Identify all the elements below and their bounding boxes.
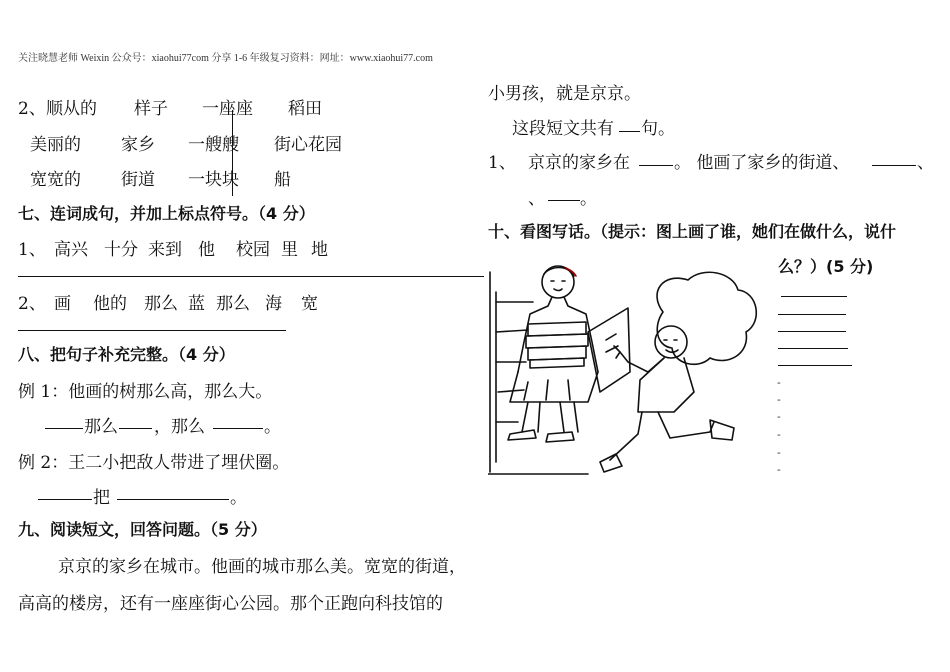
sec9-paragraph-line1: 京京的家乡在城市。他画的城市那么美。宽宽的街道，: [58, 557, 466, 577]
sec9-count-text-a: 这段短文共有: [512, 119, 614, 139]
q2-r1-c1: 顺从的: [46, 99, 97, 119]
sec9-paragraph-line2: 高高的楼房，还有一座座街心公园。那个正跑向科技馆的: [18, 594, 443, 614]
sec7-q1-w3: 来到: [148, 240, 182, 260]
writing-tick-1: -: [777, 376, 781, 389]
matching-line: [232, 110, 233, 196]
q2-number: 2、: [18, 99, 46, 119]
sec7-q2-w7: 宽: [301, 294, 318, 314]
sec9-count-blank[interactable]: [619, 131, 640, 132]
sec9-q1-text-c: 、: [917, 153, 934, 173]
sec9-paragraph-line3: 小男孩，就是京京。: [488, 84, 641, 104]
sec8-fill2-end: 。: [230, 488, 247, 508]
sec8-fill1-text-b: ，那么: [154, 417, 205, 437]
sec8-fill1-text-a: 那么: [84, 417, 118, 437]
writing-tick-5: -: [777, 446, 781, 459]
sec9-q1-text-d: 、: [528, 189, 545, 209]
sec7-q2-w6: 海: [265, 294, 282, 314]
q2-r3-c1: 宽宽的: [30, 170, 81, 190]
q2-r3-c3: 一块块: [188, 170, 239, 190]
writing-tick-2: -: [777, 393, 781, 406]
sec8-title: 八、把句子补充完整。（4 分）: [18, 345, 235, 364]
writing-tick-4: -: [777, 428, 781, 441]
sec7-q2-w3: 那么: [144, 294, 178, 314]
writing-line-1[interactable]: [781, 296, 847, 297]
sec9-title: 九、阅读短文，回答问题。（5 分）: [18, 520, 267, 539]
q2-r3-c4: 船: [274, 170, 291, 190]
q2-r1-c2: 样子: [134, 99, 168, 119]
illustration-picture: [488, 262, 778, 482]
sec7-title: 七、连词成句，并加上标点符号。（4 分）: [18, 204, 315, 223]
sec7-q1-w7: 地: [311, 240, 328, 260]
sec9-q1-text-e: 。: [580, 189, 597, 209]
sec7-q1-w2: 十分: [104, 240, 138, 260]
sec9-count-text-b: 句。: [641, 119, 675, 139]
sec8-example1: 例 1：他画的树那么高，那么大。: [18, 382, 273, 402]
writing-tick-6: -: [777, 463, 781, 476]
sec7-q2-answer-line[interactable]: [18, 330, 286, 331]
q2-r1-c4: 稻田: [288, 99, 322, 119]
sec8-fill2-blank1[interactable]: [38, 499, 92, 500]
sec10-title-cont: 么？）(5 分): [778, 257, 874, 276]
writing-line-3[interactable]: [778, 331, 846, 332]
sec7-q2-num: 2、: [18, 294, 46, 314]
sec9-q1-blank3[interactable]: [548, 200, 580, 201]
writing-tick-3: -: [777, 410, 781, 423]
sec9-q1-text-a: 京京的家乡在: [528, 153, 630, 173]
sec9-q1-text-b: 。 他画了家乡的街道、: [674, 153, 850, 173]
sec7-q2-w4: 蓝: [188, 294, 205, 314]
sec7-q1-w6: 里: [281, 240, 298, 260]
sec9-q1-num: 1、: [488, 153, 516, 173]
sec8-fill1-blank2[interactable]: [119, 428, 152, 429]
sec8-example2: 例 2：王二小把敌人带进了埋伏圈。: [18, 453, 290, 473]
sec7-q1-w5: 校园: [236, 240, 270, 260]
sec8-fill1-end: 。: [264, 417, 281, 437]
sec7-q1-answer-line[interactable]: [18, 276, 484, 277]
sec10-title: 十、看图写话。（提示：图上画了谁，她们在做什么，说什: [488, 222, 897, 241]
writing-line-4[interactable]: [778, 348, 848, 349]
q2-r2-c2: 家乡: [121, 135, 155, 155]
q2-r3-c2: 街道: [121, 170, 155, 190]
writing-line-5[interactable]: [778, 365, 852, 366]
sec7-q1-w1: 高兴: [54, 240, 88, 260]
sec8-fill1-blank1[interactable]: [45, 428, 83, 429]
sec8-fill2-blank2[interactable]: [117, 499, 229, 500]
sec7-q2-w2: 他的: [93, 294, 127, 314]
sec7-q1-w4: 他: [198, 240, 215, 260]
sec7-q2-w5: 那么: [216, 294, 250, 314]
page-header: 关注晓慧老师 Weixin 公众号：xiaohui77com 分享 1-6 年级复习资料：网址：www.xiaohui77.com: [18, 53, 433, 64]
writing-line-2[interactable]: [778, 314, 846, 315]
sec7-q1-num: 1、: [18, 240, 46, 260]
sec8-fill2-text-a: 把: [93, 488, 110, 508]
sec7-q2-w1: 画: [54, 294, 71, 314]
q2-r2-c4: 街心花园: [274, 135, 342, 155]
sec9-q1-blank1[interactable]: [639, 165, 673, 166]
q2-r2-c3: 一艘艘: [188, 135, 239, 155]
q2-r2-c1: 美丽的: [30, 135, 81, 155]
sec9-q1-blank2[interactable]: [872, 165, 916, 166]
sec8-fill1-blank3[interactable]: [213, 428, 263, 429]
q2-r1-c3: 一座座: [202, 99, 253, 119]
